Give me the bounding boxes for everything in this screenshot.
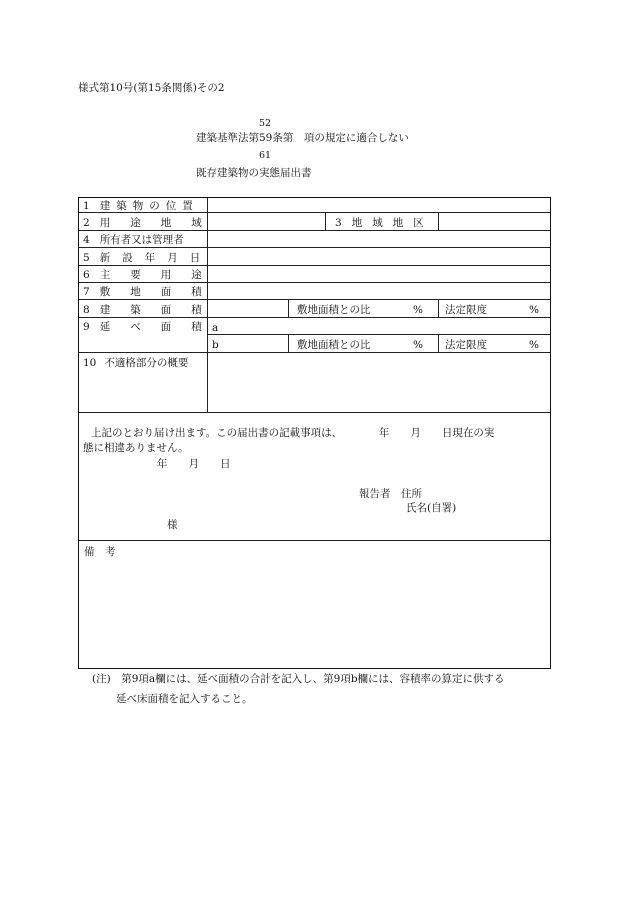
declaration-line-1: 上記のとおり届け出ます。この届出書の記載事項は、 年 月 日現在の実	[91, 427, 495, 439]
row-6-label: 6 主 要 用 途	[83, 269, 202, 281]
row-9b-legal-limit-label: 法定限度	[445, 339, 487, 351]
row-5-label: 5 新 設 年 月 日	[83, 252, 201, 264]
row-4-label: 4 所有者又は管理者	[83, 234, 184, 246]
row-9a-label: a	[212, 322, 219, 334]
note-line-2: 延べ床面積を記入すること。	[116, 693, 253, 705]
reporter-address-label: 報告者 住所	[359, 488, 422, 500]
article-ref-top: 52	[259, 118, 272, 129]
row-7-label: 7 敷 地 面 積	[83, 286, 202, 298]
note-line-1: (注) 第9項a欄には、延べ面積の合計を記入し、第9項b欄には、容積率の算定に供する	[92, 673, 505, 685]
reporter-name-label: 氏名(自署)	[406, 502, 457, 514]
row-9-label: 9 延 べ 面 積	[83, 321, 202, 333]
row-8-ratio-label: 敷地面積との比	[297, 304, 371, 316]
declaration-line-2: 態に相違ありません。	[83, 442, 189, 454]
row-8-legal-limit-label: 法定限度	[445, 304, 487, 316]
row-9b-ratio-percent: %	[413, 339, 423, 351]
row-2-label: 2 用 途 地 域	[83, 217, 202, 229]
document-title: 既存建築物の実態届出書	[196, 167, 312, 179]
article-ref-line: 建築基準法第59条第 項の規定に適合しない	[196, 132, 409, 144]
row-3-label: 3 地 域 地 区	[335, 217, 424, 229]
form-table	[78, 197, 551, 669]
row-9b-ratio-label: 敷地面積との比	[297, 339, 371, 351]
row-10-label: 10 不適格部分の概要	[83, 357, 189, 369]
article-ref-bottom: 61	[259, 150, 272, 161]
form-number-label: 様式第10号(第15条関係)その2	[78, 82, 225, 94]
addressee-honorific: 様	[167, 519, 178, 531]
row-8-legal-limit-percent: %	[529, 304, 539, 316]
declaration-date: 年 月 日	[157, 458, 231, 470]
row-8-ratio-percent: %	[413, 304, 423, 316]
row-8-label: 8 建 築 面 積	[83, 304, 202, 316]
remarks-label: 備 考	[84, 546, 116, 558]
row-9b-label: b	[212, 339, 219, 351]
row-9b-legal-limit-percent: %	[529, 339, 539, 351]
row-1-label: 1 建 築 物 の 位 置	[83, 200, 193, 212]
